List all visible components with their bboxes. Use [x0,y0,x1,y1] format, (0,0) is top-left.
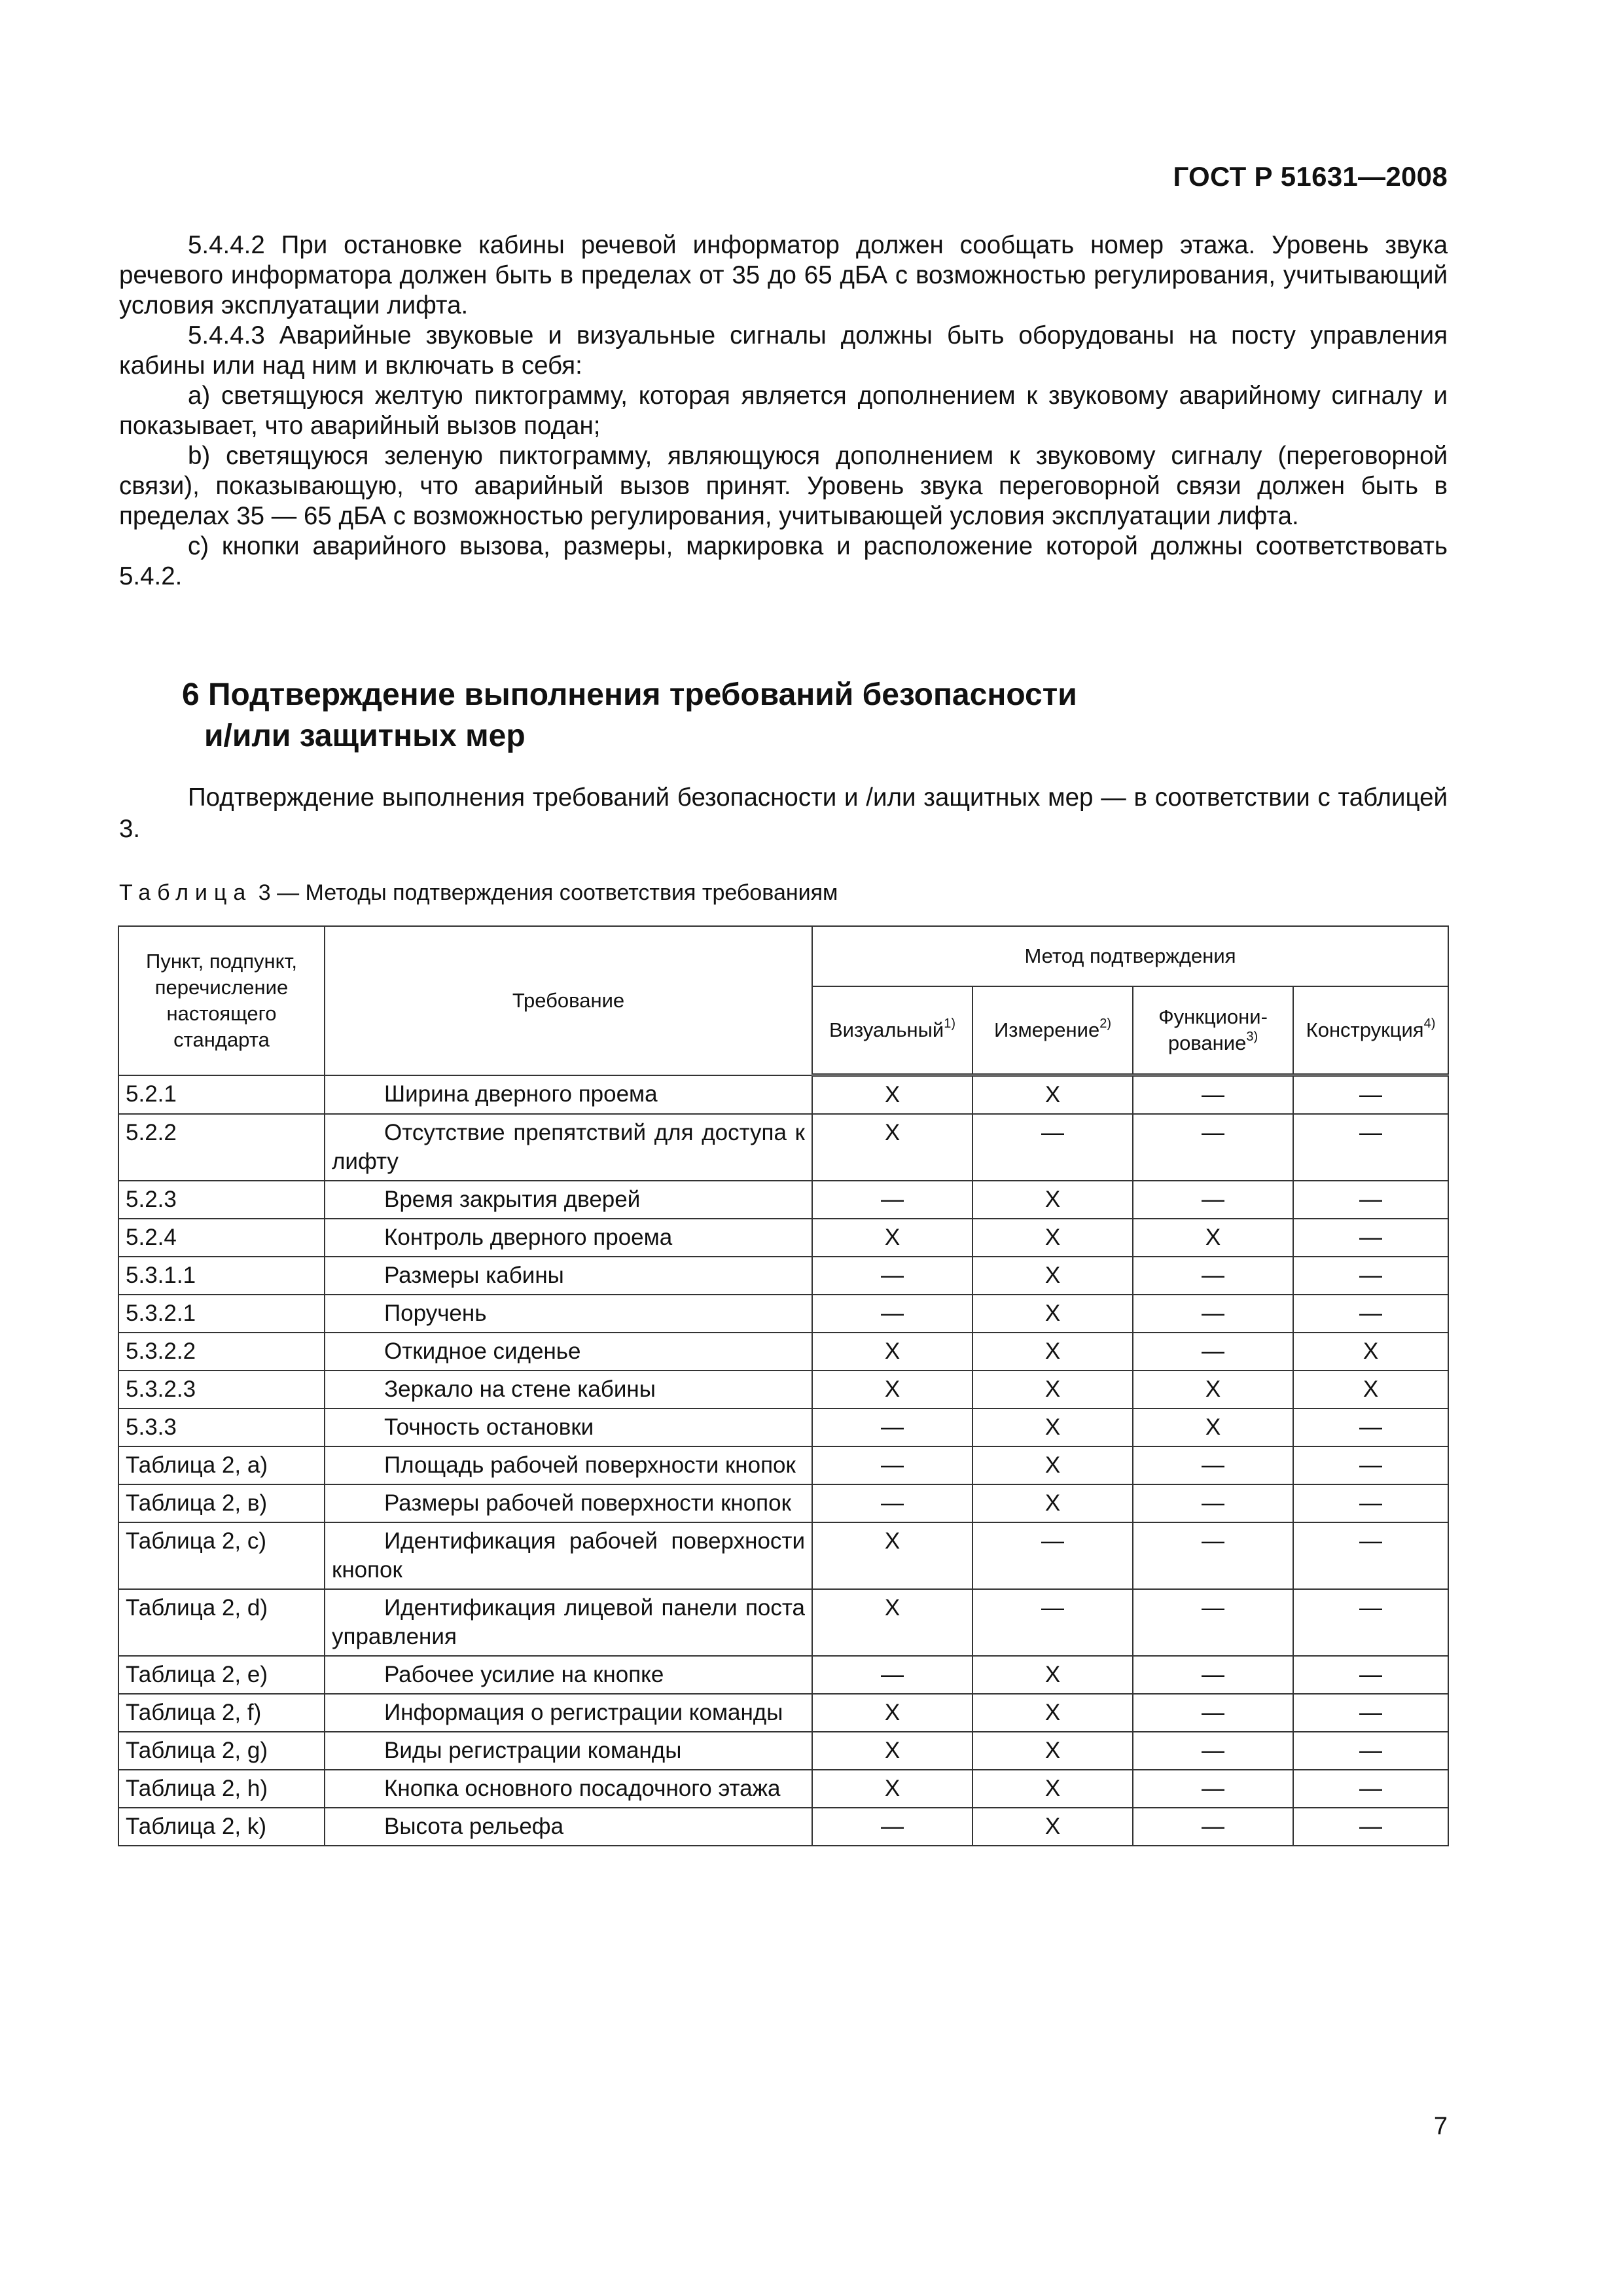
cell-method-mark: X [972,1770,1133,1808]
table-caption [119,880,838,906]
cell-method-mark: — [1293,1446,1448,1484]
table-row [118,1295,1448,1333]
cell-method-mark: — [1133,1484,1293,1522]
cell-method-mark: — [1293,1257,1448,1295]
cell-clause: 5.2.4 [118,1219,325,1257]
cell-method-mark: — [1293,1770,1448,1808]
cell-clause: Таблица 2, с) [118,1522,325,1589]
cell-clause: 5.2.1 [118,1075,325,1115]
methods-table [118,925,1449,1846]
cell-requirement: Идентификация рабочей поверхности кнопок [325,1522,812,1589]
cell-method-mark: — [1293,1075,1448,1115]
cell-clause: Таблица 2, е) [118,1656,325,1694]
cell-clause: 5.3.3 [118,1408,325,1446]
cell-method-mark: — [1133,1333,1293,1371]
cell-method-mark: X [812,1694,972,1732]
cell-clause: 5.3.2.3 [118,1371,325,1408]
cell-method-mark: X [1293,1333,1448,1371]
cell-method-mark: X [972,1446,1133,1484]
cell-method-mark: X [812,1371,972,1408]
cell-requirement: Точность остановки [325,1408,812,1446]
cell-requirement: Ширина дверного проема [325,1075,812,1115]
cell-method-mark: — [1133,1589,1293,1656]
cell-method-mark: — [1133,1114,1293,1181]
section-6-title [182,674,1077,757]
cell-requirement: Площадь рабочей поверхности кнопок [325,1446,812,1484]
table-row [118,1446,1448,1484]
cell-method-mark: — [1133,1181,1293,1219]
cell-clause: Таблица 2, g) [118,1732,325,1770]
cell-clause: 5.3.1.1 [118,1257,325,1295]
cell-clause: Таблица 2, d) [118,1589,325,1656]
cell-method-mark: — [812,1484,972,1522]
cell-requirement: Рабочее усилие на кнопке [325,1656,812,1694]
cell-requirement: Виды регистрации команды [325,1732,812,1770]
cell-method-mark: — [972,1589,1133,1656]
list-item-c: c) кнопки аварийного вызова, размеры, маркировка и расположение которой должны соответствовать 5.4.2. [119,532,1448,590]
cell-method-mark: X [812,1075,972,1115]
cell-method-mark: — [1293,1181,1448,1219]
cell-method-mark: X [1133,1408,1293,1446]
header-requirement: Требование [325,926,812,1075]
cell-method-mark: — [1133,1257,1293,1295]
table-row [118,1484,1448,1522]
cell-method-mark: — [812,1408,972,1446]
section-title-line1: Подтверждение выполнения требований безопасности [208,677,1077,712]
table-row [118,1694,1448,1732]
cell-method-mark: — [972,1522,1133,1589]
cell-requirement: Размеры кабины [325,1257,812,1295]
cell-method-mark: X [972,1295,1133,1333]
cell-requirement: Откидное сиденье [325,1333,812,1371]
cell-method-mark: — [812,1808,972,1846]
cell-clause: Таблица 2, а) [118,1446,325,1484]
cell-method-mark: — [1293,1808,1448,1846]
paragraph-5-4-4-2: 5.4.4.2 При остановке кабины речевой информатор должен сообщать номер этажа. Уровень звука речевого информатора должен быть в пределах от 35 до 65 дБА с возможностью регулирования, учитывающий условия эксплуатации лифта. [119,231,1448,319]
cell-method-mark: — [1133,1522,1293,1589]
cell-requirement: Зеркало на стене кабины [325,1371,812,1408]
header-clause: Пункт, подпункт, перечисление настоящего стандарта [118,926,325,1075]
cell-method-mark: X [972,1075,1133,1115]
cell-method-mark: X [812,1732,972,1770]
cell-method-mark: — [1133,1075,1293,1115]
table-caption-prefix: Таблица [119,880,253,905]
header-method-visual: Визуальный$^{1)}$ [812,986,972,1075]
cell-clause: 5.2.3 [118,1181,325,1219]
cell-method-mark: X [972,1484,1133,1522]
cell-method-mark: — [1133,1808,1293,1846]
cell-method-mark: X [1133,1219,1293,1257]
cell-method-mark: — [1133,1770,1293,1808]
cell-method-mark: — [1293,1522,1448,1589]
cell-method-mark: — [1133,1656,1293,1694]
cell-method-mark: — [1133,1694,1293,1732]
cell-method-mark: — [1293,1694,1448,1732]
table-row [118,1522,1448,1589]
table-row [118,1732,1448,1770]
cell-requirement: Отсутствие препятствий для доступа к лифту [325,1114,812,1181]
document-id-header: ГОСТ Р 51631—2008 [1173,161,1448,192]
cell-requirement: Время закрытия дверей [325,1181,812,1219]
cell-method-mark: — [1293,1295,1448,1333]
cell-method-mark: — [1293,1656,1448,1694]
cell-method-mark: X [812,1219,972,1257]
clause-text-block [119,230,1448,592]
cell-method-mark: X [812,1770,972,1808]
cell-method-mark: — [1293,1408,1448,1446]
header-method-measurement: Измерение$^{2)}$ [972,986,1133,1075]
header-method-construction: Конструкция$^{4)}$ [1293,986,1448,1075]
cell-clause: Таблица 2, k) [118,1808,325,1846]
cell-method-mark: X [812,1333,972,1371]
cell-method-mark: X [972,1808,1133,1846]
cell-requirement: Идентификация лицевой панели поста управления [325,1589,812,1656]
table-row [118,1808,1448,1846]
cell-clause: 5.2.2 [118,1114,325,1181]
cell-method-mark: X [812,1522,972,1589]
cell-method-mark: — [812,1257,972,1295]
cell-method-mark: — [812,1656,972,1694]
cell-method-mark: — [1293,1732,1448,1770]
cell-method-mark: X [972,1181,1133,1219]
table-row [118,1257,1448,1295]
cell-method-mark: X [972,1371,1133,1408]
list-item-b: b) светящуюся зеленую пиктограмму, являющуюся дополнением к звуковому сигналу (переговорной связи), показывающую, что аварийный вызов принят. Уровень звука переговорной связи должен быть в пределах 35 — 65 дБА с возможностью регулирования, учитывающей условия эксплуатации лифта. [119,442,1448,530]
cell-method-mark: X [972,1656,1133,1694]
cell-method-mark: — [1133,1295,1293,1333]
cell-method-mark: X [812,1114,972,1181]
cell-method-mark: — [1133,1446,1293,1484]
cell-method-mark: — [1293,1219,1448,1257]
table-row [118,1408,1448,1446]
header-method-functioning: Функциони-рование$^{3)}$ [1133,986,1293,1075]
section-6-intro [119,782,1448,845]
table-caption-text: 3 — Методы подтверждения соответствия требованиям [252,880,838,905]
cell-method-mark: — [1293,1484,1448,1522]
table-row [118,1770,1448,1808]
table-row [118,1589,1448,1656]
cell-method-mark: X [972,1219,1133,1257]
cell-method-mark: X [972,1694,1133,1732]
cell-clause: Таблица 2, h) [118,1770,325,1808]
cell-clause: Таблица 2, f) [118,1694,325,1732]
cell-clause: Таблица 2, в) [118,1484,325,1522]
section-title-line2: и/или защитных мер [204,719,526,753]
cell-method-mark: X [812,1589,972,1656]
cell-requirement: Поручень [325,1295,812,1333]
table-row [118,1181,1448,1219]
paragraph-5-4-4-3: 5.4.4.3 Аварийные звуковые и визуальные сигналы должны быть оборудованы на посту управления кабины или над ним и включать в себя: [119,321,1448,380]
cell-method-mark: X [972,1732,1133,1770]
cell-requirement: Информация о регистрации команды [325,1694,812,1732]
table-row [118,1371,1448,1408]
cell-method-mark: X [1293,1371,1448,1408]
section-intro-paragraph: Подтверждение выполнения требований безопасности и /или защитных мер — в соответствии с таблицей 3. [119,783,1448,843]
table-row [118,1075,1448,1115]
table-row [118,1114,1448,1181]
cell-method-mark: X [1133,1371,1293,1408]
cell-method-mark: — [1293,1114,1448,1181]
cell-method-mark: — [812,1446,972,1484]
table-row [118,1333,1448,1371]
cell-clause: 5.3.2.2 [118,1333,325,1371]
cell-method-mark: X [972,1257,1133,1295]
cell-requirement: Контроль дверного проема [325,1219,812,1257]
section-number: 6 [182,677,200,712]
page-number: 7 [1433,2113,1448,2140]
list-item-a: a) светящуюся желтую пиктограмму, которая является дополнением к звуковому аварийному сигналу и показывает, что аварийный вызов подан; [119,382,1448,440]
cell-method-mark: X [972,1408,1133,1446]
cell-requirement: Размеры рабочей поверхности кнопок [325,1484,812,1522]
table-row [118,1656,1448,1694]
cell-method-mark: — [972,1114,1133,1181]
header-method-group: Метод подтверждения [812,926,1448,986]
cell-method-mark: — [1133,1732,1293,1770]
cell-method-mark: X [972,1333,1133,1371]
cell-requirement: Высота рельефа [325,1808,812,1846]
table-row [118,1219,1448,1257]
cell-method-mark: — [812,1295,972,1333]
cell-requirement: Кнопка основного посадочного этажа [325,1770,812,1808]
cell-clause: 5.3.2.1 [118,1295,325,1333]
cell-method-mark: — [1293,1589,1448,1656]
cell-method-mark: — [812,1181,972,1219]
